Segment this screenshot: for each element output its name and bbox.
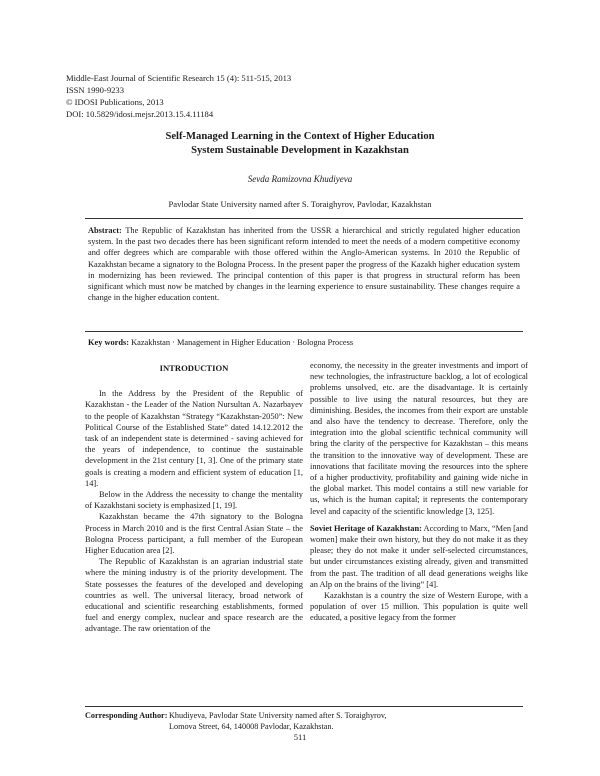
title-line-1: Self-Managed Learning in the Context of Higher Education [165,131,435,142]
author-affiliation: Pavlodar State University named after S. Toraighyrov, Pavlodar, Kazakhstan [168,199,432,209]
left-column [85,360,303,635]
right-column [310,360,528,624]
abstract-label: Abstract: [88,226,122,235]
soviet-heritage-heading: Soviet Heritage of Kazakhstan: [310,523,422,533]
journal-citation: Middle-East Journal of Scientific Research 15 (4): 511-515, 2013 [66,73,292,83]
keywords [88,338,520,347]
journal-copyright: © IDOSI Publications, 2013 [66,97,164,107]
corresponding-author-line-1: Khudiyeva, Pavlodar State University named after S. Toraighyrov, [169,711,387,720]
title-line-2: System Sustainable Development in Kazakhstan [191,145,409,156]
intro-paragraph-2: Below in the Address the necessity to change the mentality of Kazakhstani society is emphasized [1, 19]. [85,490,303,511]
paper-title [60,130,540,158]
abstract [88,225,520,303]
right-paragraph-1: economy, the necessity in the greater investments and import of new technologies, the infrastructure backlog, a lot of ecological problems unsolved, etc. are the disadvantage. It is certainly possible to live using the natural resources, but they are diminishing. Besides, the incomes from their export are unstable and also have the tendency to decrease. Therefore, only the integration into the global scientific technical community will bring the clarity of the perspective for Kazakhstan – this means the transition to the innovative way of development. These are innovations that facilitate moving the resources into the sphere of a higher productivity, profitability and gaining wide niche in the global market. This model contains a still new variable for us, which is the human capital; it represents the contemporary level and capacity of the scientific knowledge [3, 125]. [310,361,528,516]
abstract-top-rule [85,218,523,219]
journal-issn: ISSN 1990-9233 [66,85,125,95]
intro-paragraph-1: In the Address by the President of the Republic of Kazakhstan - the Leader of the Nation Nursultan A. Nazarbayev to the people of Kazakhstan “Strategy “Kazakhstan-2050”: New Political Course of the Established State” dated 14.12.2012 the task of an independent state is determined - saving achieved for the years of independence, to continue the sustainable development in the 21st century [1, 3]. One of the primary state goals is creating a modern and efficient system of education [1, 14]. [85,389,303,488]
keywords-rule [85,331,523,332]
intro-paragraph-4: The Republic of Kazakhstan is an agrarian industrial state where the mining industry is of the priority development. The State possesses the features of the developed and developing countries as well. The universal literacy, broad network of educational and scientific researching establishments, formed fuel and energy complex, nuclear and space research are the advantage. The raw orientation of the [85,557,303,634]
journal-doi: DOI: 10.5829/idosi.mejsr.2013.15.4.11184 [66,109,214,119]
corresponding-author-line-2: Lomova Street, 64, 140008 Pavlodar, Kazakhstan. [169,722,334,731]
soviet-heritage-text: According to Marx, “Men [and women] make their own history, but they do not make it as they please; they do not make it under self-selected circumstances, but under circumstances existing already, given and transmitted from the past. The tradition of all dead generations weighs like an Alp on the brains of the living” [4]. [310,523,528,589]
keywords-text: Kazakhstan · Management in Higher Education · Bologna Process [129,338,354,347]
intro-paragraph-3: Kazakhstan became the 47th signatory to the Bologna Process in March 2010 and is the first Central Asian State – the Bologna Process participant, a full member of the European Higher Education area [2]. [85,512,303,556]
corresponding-author-label: Corresponding Author: [85,711,168,720]
right-paragraph-3: Kazakhstan is a country the size of Western Europe, with a population of over 15 million. This population is quite well educated, a positive legacy from the former [310,591,528,623]
abstract-text: The Republic of Kazakhstan has inherited from the USSR a hierarchical and strictly regulated higher education system. In the past two decades there has been significant reform intended to meet the needs of a modern competitive economy and offer degrees which are comparable with those offered within the Anglo-American systems. In 2010 the Republic of Kazakhstan became a signatory to the Bologna Process. In the present paper the progress of the Kazakh higher education system in modernizing has been reviewed. The principal contention of this paper is that progress in structural reform has been significant which must now be matched by changes in the learning experience to ensure sustainability. These changes require a change in the higher education content. [88,226,520,303]
journal-info [66,72,291,120]
page-number: 511 [293,732,307,742]
keywords-label: Key words: [88,338,130,347]
introduction-heading: INTRODUCTION [159,363,229,373]
author-name: Sevda Ramizovna Khudiyeva [247,174,353,184]
soviet-heritage-paragraph [310,523,528,590]
footer-rule [85,706,523,707]
